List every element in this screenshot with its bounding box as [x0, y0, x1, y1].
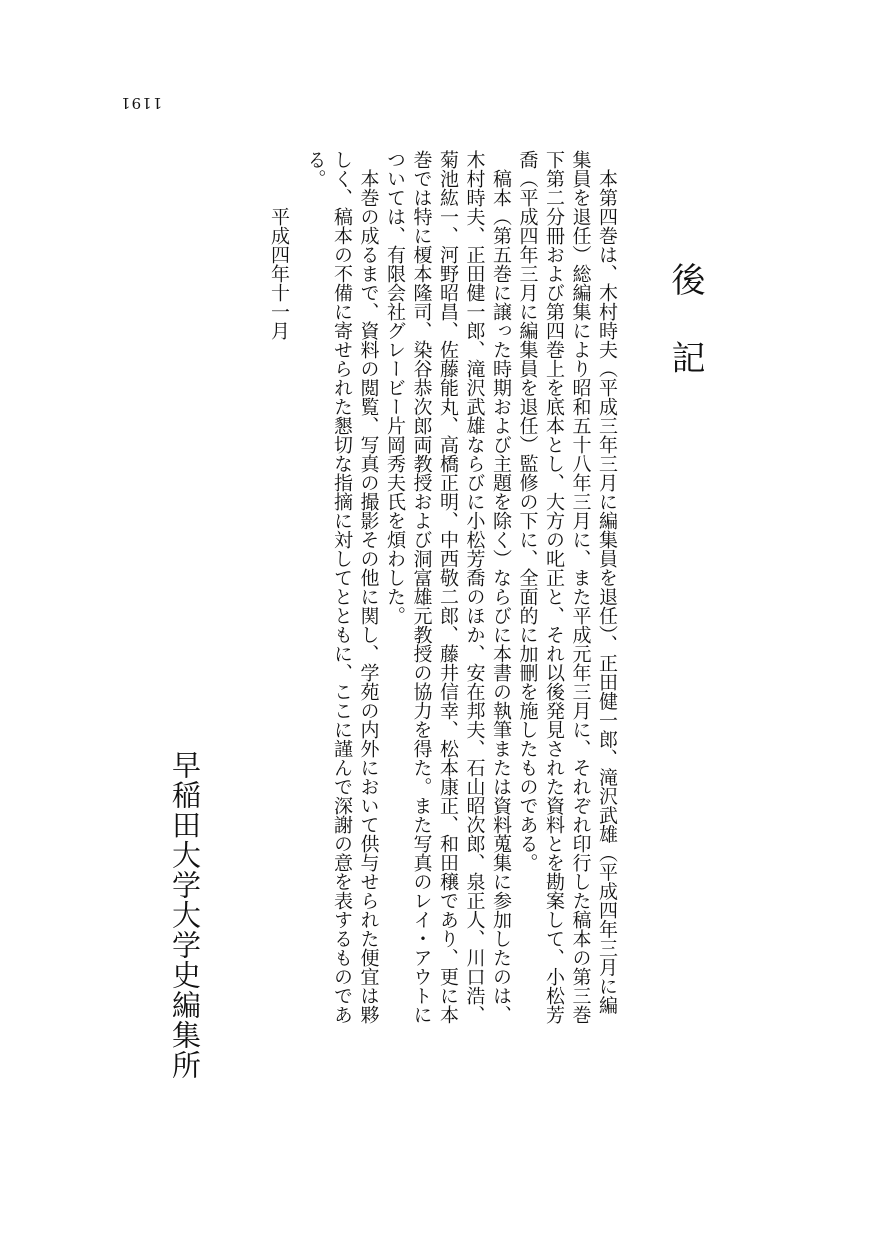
page-title: 後記	[665, 262, 705, 418]
paragraph-3: 本巻の成るまで、資料の閲覧、写真の撮影その他に関し、学苑の内外において供与せられた便宜は夥しく、稿本の不備に寄せられた懇切な指摘に対してとともに、ここに謹んで深謝の意を表するものである。	[304, 150, 380, 1024]
afterword-body	[250, 150, 620, 1030]
date-line: 平成四年十一月	[268, 207, 290, 340]
paragraph-1: 本第四巻は、木村時夫（平成三年三月に編集員を退任）、正田健一郎、滝沢武雄（平成四年三月に編集員を退任）総編集により昭和五十八年三月に、また平成元年三月に、それぞれ印行した稿本の第三巻下第二分冊および第四巻上を底本とし、大方の叱正と、それ以後発見された資料とを勘案して、小松芳喬（平成四年三月に編集員を退任）監修の下に、全面的に加刪を施したものである。	[516, 150, 618, 1024]
paragraph-2: 稿本（第五巻に譲った時期および主題を除く）ならびに本書の執筆または資料蒐集に参加したのは、木村時夫、正田健一郎、滝沢武雄ならびに小松芳喬のほか、安在邦夫、石山昭次郎、泉正人、川口浩、菊池紘一、河野昭昌、佐藤能丸、高橋正明、中西敬二郎、藤井信幸、松本康正、和田穣であり、更に本巻では特に榎本隆司、染谷恭次郎両教授および洞富雄元教授の協力を得た。また写真のレイ・アウトについては、有限会社グレービー片岡秀夫氏を煩わした。	[384, 150, 512, 1024]
page-number: 1191	[120, 94, 163, 112]
signature: 早稲田大学大学史編集所	[168, 750, 202, 1080]
